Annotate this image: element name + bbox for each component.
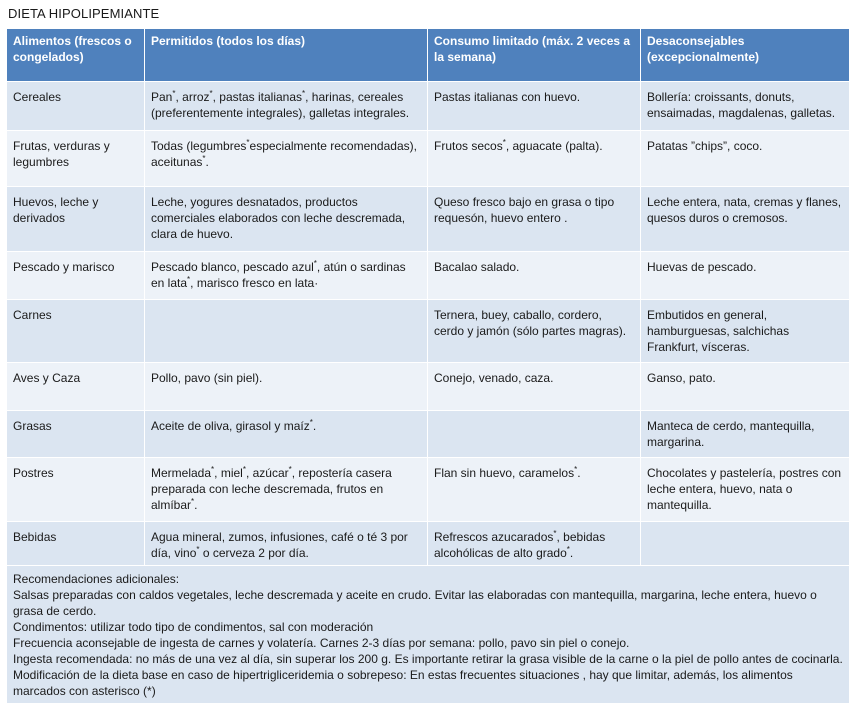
allowed-cell: [145, 82, 428, 131]
page-title: DIETA HIPOLIPEMIANTE: [8, 6, 160, 21]
limited-cell: [428, 252, 641, 300]
limited-text-segment: Flan sin huevo, caramelos: [434, 466, 575, 480]
allowed-text-segment: , repostería casera preparada con leche descremada, frutos en almíbar: [151, 466, 392, 512]
food-category-cell: Aves y Caza: [7, 363, 145, 411]
discouraged-cell: Patatas ”chips”, coco.: [641, 131, 850, 187]
discouraged-cell: Ganso, pato.: [641, 363, 850, 411]
table-row: [7, 458, 850, 522]
header-limited: Consumo limitado (máx. 2 veces a la semana): [428, 29, 641, 82]
table-row: [7, 82, 850, 131]
asterisk-mark: *: [502, 138, 506, 147]
discouraged-cell: Manteca de cerdo, mantequilla, margarina.: [641, 411, 850, 458]
limited-cell: [428, 187, 641, 252]
food-category-cell: Huevos, leche y derivados: [7, 187, 145, 252]
table-row: [7, 522, 850, 566]
allowed-text-segment: , pastas italianas: [212, 90, 303, 104]
allowed-text-segment: , azúcar: [245, 466, 289, 480]
food-category-cell: Pescado y marisco: [7, 252, 145, 300]
asterisk-mark: *: [309, 418, 313, 427]
food-category-cell: Frutas, verduras y legumbres: [7, 131, 145, 187]
allowed-cell: [145, 411, 428, 458]
allowed-text-segment: Aceite de oliva, girasol y maíz: [151, 419, 310, 433]
food-category-cell: Carnes: [7, 300, 145, 363]
header-allowed: Permitidos (todos los días): [145, 29, 428, 82]
asterisk-mark: *: [302, 89, 306, 98]
asterisk-mark: *: [209, 89, 213, 98]
header-foods: Alimentos (frescos o congelados): [7, 29, 145, 82]
food-category-cell: Postres: [7, 458, 145, 522]
header-discouraged: Desaconsejables (excepcionalmente): [641, 29, 850, 82]
allowed-text-segment: Pollo, pavo (sin piel).: [151, 371, 263, 385]
limited-cell: [428, 131, 641, 187]
allowed-text-segment: .: [194, 498, 198, 512]
limited-cell: [428, 411, 641, 458]
allowed-text-segment: Agua mineral, zumos, infusiones, café o té 3 por día, vino: [151, 530, 408, 560]
food-category-cell: Cereales: [7, 82, 145, 131]
allowed-text-segment: Todas (legumbres: [151, 139, 247, 153]
discouraged-cell: Bollería: croissants, donuts, ensaimadas, magdalenas, galletas.: [641, 82, 850, 131]
limited-text-segment: Bacalao salado.: [434, 260, 520, 274]
limited-text-segment: Pastas italianas con huevo.: [434, 90, 581, 104]
discouraged-cell: Leche entera, nata, cremas y flanes, quesos duros o cremosos.: [641, 187, 850, 252]
allowed-cell: [145, 458, 428, 522]
note-recommended-intake: Ingesta recomendada: no más de una vez al día, sin superar los 200 g. Es importante retirar la grasa visible de la carne o la piel de pollo antes de cocinarla.: [13, 652, 843, 666]
asterisk-mark: *: [211, 465, 215, 474]
discouraged-cell: Huevas de pescado.: [641, 252, 850, 300]
diet-table: [6, 28, 850, 704]
allowed-text-segment: especialmente recomendadas), aceitunas: [151, 139, 417, 169]
allowed-cell: [145, 363, 428, 411]
allowed-text-segment: , marisco fresco en lata·: [190, 276, 319, 290]
asterisk-mark: *: [242, 465, 246, 474]
food-category-cell: Bebidas: [7, 522, 145, 566]
discouraged-cell: Chocolates y pastelería, postres con leche entera, huevo, nata o mantequilla.: [641, 458, 850, 522]
limited-cell: [428, 522, 641, 566]
note-diet-modification: Modificación de la dieta base en caso de hipertrigliceridemia o sobrepeso: En estas frecuentes situaciones , hay que limitar, además, los alimentos marcados con asterisco (*): [13, 668, 793, 698]
table-row: [7, 411, 850, 458]
limited-text-segment: , aguacate (palta).: [505, 139, 603, 153]
header-row: [7, 29, 850, 82]
limited-text-segment: , bebidas alcohólicas de alto grado: [434, 530, 606, 560]
allowed-text-segment: , atún o sardinas en lata: [151, 260, 406, 290]
asterisk-mark: *: [246, 138, 250, 147]
limited-cell: [428, 82, 641, 131]
limited-cell: [428, 300, 641, 363]
asterisk-mark: *: [196, 545, 200, 554]
allowed-cell: [145, 522, 428, 566]
food-category-cell: Grasas: [7, 411, 145, 458]
asterisk-mark: *: [288, 465, 292, 474]
allowed-text-segment: Leche, yogures desnatados, productos comerciales elaborados con leche descremada, clara de huevo.: [151, 195, 406, 241]
allowed-text-segment: , miel: [214, 466, 243, 480]
asterisk-mark: *: [172, 89, 176, 98]
note-sauces: Salsas preparadas con caldos vegetales, leche descremada y aceite en crudo. Evitar las elaboradas con mantequilla, margarina, leche entera, huevo o grasa de cerdo.: [13, 588, 817, 618]
asterisk-mark: *: [313, 259, 317, 268]
limited-text-segment: Frutos secos: [434, 139, 503, 153]
table-row: [7, 363, 850, 411]
table-row: [7, 300, 850, 363]
asterisk-mark: *: [553, 529, 557, 538]
allowed-text-segment: o cerveza 2 por día.: [199, 546, 309, 560]
allowed-text-segment: , arroz: [175, 90, 210, 104]
allowed-cell: [145, 252, 428, 300]
allowed-cell: [145, 131, 428, 187]
discouraged-cell: Embutidos en general, hamburguesas, salchichas Frankfurt, vísceras.: [641, 300, 850, 363]
allowed-text-segment: Mermelada: [151, 466, 212, 480]
limited-cell: [428, 363, 641, 411]
discouraged-cell: [641, 522, 850, 566]
limited-text-segment: .: [569, 546, 574, 560]
limited-text-segment: .: [577, 466, 581, 480]
limited-text-segment: Ternera, buey, caballo, cordero, cerdo y jamón (sólo partes magras).: [434, 308, 627, 338]
allowed-cell: [145, 300, 428, 363]
limited-text-segment: Queso fresco bajo en grasa o tipo requesón, huevo entero .: [434, 195, 615, 225]
note-meat-frequency: Frecuencia aconsejable de ingesta de carnes y volatería. Carnes 2-3 días por semana: pollo, pavo sin piel o conejo.: [13, 636, 630, 650]
table-row: [7, 187, 850, 252]
limited-text-segment: Refrescos azucarados: [434, 530, 554, 544]
allowed-text-segment: .: [205, 155, 209, 169]
asterisk-mark: *: [191, 497, 195, 506]
allowed-text-segment: .: [312, 419, 317, 433]
asterisk-mark: *: [566, 545, 570, 554]
notes-heading: Recomendaciones adicionales:: [13, 572, 180, 586]
allowed-text-segment: , harinas, cereales (preferentemente integrales), galletas integrales.: [151, 90, 410, 120]
limited-cell: [428, 458, 641, 522]
allowed-text-segment: Pescado blanco, pescado azul: [151, 260, 314, 274]
asterisk-mark: *: [187, 275, 191, 284]
allowed-cell: [145, 187, 428, 252]
table-row: [7, 131, 850, 187]
asterisk-mark: *: [574, 465, 578, 474]
note-condiments: Condimentos: utilizar todo tipo de condimentos, sal con moderación: [13, 620, 374, 634]
limited-text-segment: Conejo, venado, caza.: [434, 371, 554, 385]
asterisk-mark: *: [202, 154, 206, 163]
table-row: [7, 252, 850, 300]
allowed-text-segment: Pan: [151, 90, 173, 104]
